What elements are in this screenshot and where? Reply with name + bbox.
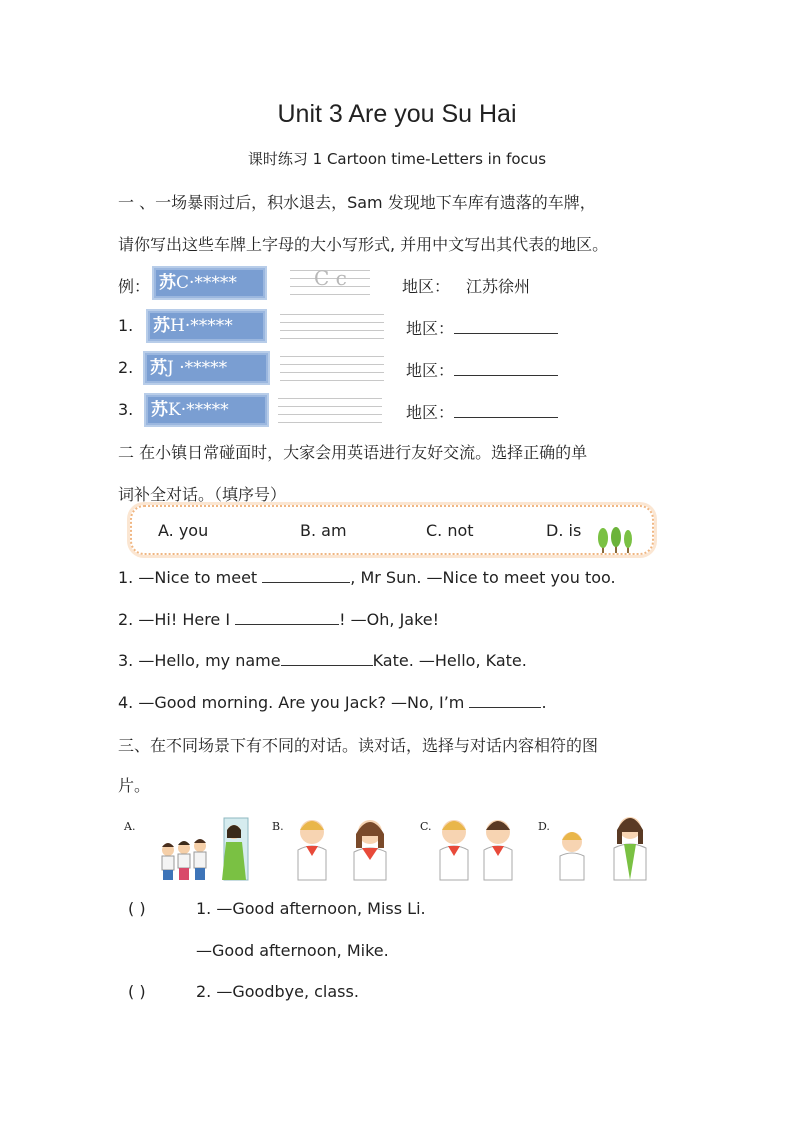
section3-instruction-1: 三、在不同场景下有不同的对话。读对话，选择与对话内容相符的图 [118, 736, 599, 755]
dialogue-q2: 2. —Hi! Here I ! —Oh, Jake! [118, 610, 440, 629]
item-number: 1. [118, 316, 134, 335]
page-title: Unit 3 Are you Su Hai [277, 100, 517, 128]
answer-paren-2[interactable]: ( ) [128, 982, 146, 1001]
plate-code: H·***** [170, 316, 233, 336]
trees-icon [594, 527, 636, 555]
writing-lines-1[interactable] [280, 314, 384, 340]
region-label-3: 地区： [406, 400, 558, 423]
picture-label-a: A. [124, 820, 136, 833]
section3-instruction-2: 片。 [118, 776, 151, 795]
dialogue-q4: 4. —Good morning. Are you Jack? —No, I’m . [118, 693, 547, 712]
option-c: C. not [426, 521, 474, 540]
dialogue-3-q1-line2: —Good afternoon, Mike. [196, 941, 389, 960]
picture-label-d: D. [538, 820, 550, 833]
license-plate-example [152, 266, 267, 300]
item-number: 3. [118, 400, 134, 419]
option-a: A. you [158, 521, 209, 540]
boy-and-teacher-picture [556, 812, 652, 882]
plate-province: 苏 [153, 316, 170, 336]
example-region-value: 江苏徐州 [466, 277, 531, 296]
option-b: B. am [300, 521, 347, 540]
writing-lines-2[interactable] [280, 356, 384, 382]
license-plate-1 [146, 309, 267, 343]
answer-blank-3[interactable] [281, 649, 373, 666]
answer-paren-1[interactable]: ( ) [128, 899, 146, 918]
section1-instruction-2: 请你写出这些车牌上字母的大小写形式, 并用中文写出其代表的地区。 [118, 235, 609, 254]
writing-lines-3[interactable] [278, 398, 382, 424]
dialogue-3-q2-line1: 2. —Goodbye, class. [196, 982, 359, 1001]
word-options-box [130, 505, 654, 555]
plate-code: C·***** [176, 273, 237, 293]
item-number: 2. [118, 358, 134, 377]
plate-province: 苏 [159, 273, 176, 293]
option-d: D. is [546, 521, 582, 540]
region-label-1: 地区： [406, 316, 558, 339]
section2-instruction-1: 二 在小镇日常碰面时，大家会用英语进行友好交流。选择正确的单 [118, 443, 588, 462]
dialogue-3-q1-line1: 1. —Good afternoon, Miss Li. [196, 899, 426, 918]
two-boys-picture [436, 814, 520, 882]
dialogue-q3: 3. —Hello, my name Kate. —Hello, Kate. [118, 651, 527, 670]
answer-blank-1[interactable] [262, 566, 350, 583]
license-plate-3 [144, 393, 269, 427]
boy-and-girl-picture [292, 816, 396, 882]
region-blank-3[interactable] [454, 401, 558, 418]
answer-blank-4[interactable] [469, 691, 541, 708]
plate-code: J ·***** [167, 358, 228, 378]
example-answer: C c [314, 266, 347, 290]
picture-label-b: B. [272, 820, 284, 833]
section2-instruction-2: 词补全对话。（填序号） [118, 485, 287, 504]
page-subtitle: 课时练习 1 Cartoon time-Letters in focus [247, 150, 547, 168]
example-region-label: 地区： [402, 277, 451, 296]
region-blank-1[interactable] [454, 317, 558, 334]
plate-province: 苏 [151, 400, 168, 420]
region-blank-2[interactable] [454, 359, 558, 376]
children-and-teacher-picture [152, 814, 252, 886]
license-plate-2 [143, 351, 270, 385]
section1-instruction-1: 一 、一场暴雨过后，积水退去，Sam 发现地下车库有遗落的车牌， [118, 193, 596, 212]
plate-province: 苏 [150, 358, 167, 378]
picture-label-c: C. [420, 820, 432, 833]
dialogue-q1: 1. —Nice to meet , Mr Sun. —Nice to meet you too. [118, 568, 616, 587]
answer-blank-2[interactable] [235, 608, 339, 625]
example-label: 例： [118, 277, 151, 296]
plate-code: K·***** [168, 400, 229, 420]
region-label-2: 地区： [406, 358, 558, 381]
